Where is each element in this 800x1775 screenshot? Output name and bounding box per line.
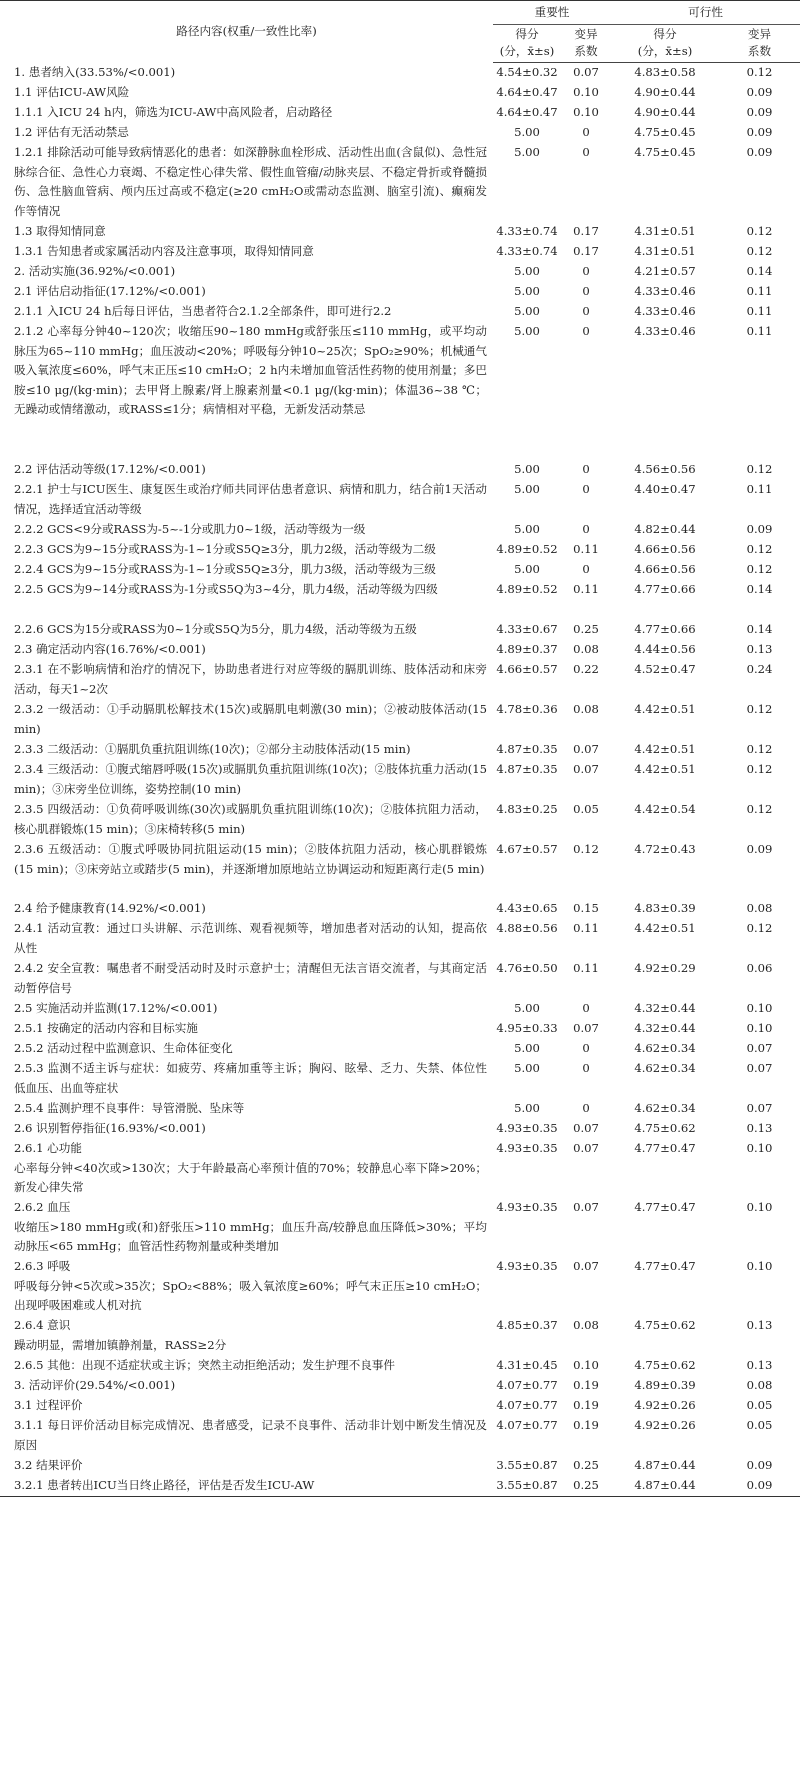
feasibility-score-header — [611, 25, 719, 63]
table-row — [0, 640, 800, 660]
importance-score-cell: 4.83±0.25 — [496, 802, 558, 816]
path-item-cell: 1.1.1 入ICU 24 h内，筛选为ICU-AW中高风险者，启动路径 — [14, 105, 333, 119]
feasibility-score-cell: 4.82±0.44 — [634, 522, 696, 536]
importance-score-cell: 4.76±0.50 — [496, 961, 558, 975]
importance-score-cell: 4.93±0.35 — [496, 1259, 558, 1273]
importance-score-cell: 4.64±0.47 — [496, 85, 558, 99]
feasibility-score-cell: 4.32±0.44 — [634, 1001, 696, 1015]
feasibility-cv-cell: 0.12 — [746, 224, 773, 238]
importance-cv-cell: 0 — [582, 462, 590, 476]
feasibility-cv-cell: 0.10 — [746, 1001, 773, 1015]
path-item-cell: 2.4.2 安全宣教：嘱患者不耐受活动时及时示意护士；清醒但无法言语交流者，与其商定活动暂停信号 — [14, 961, 487, 995]
table-row — [0, 1456, 800, 1476]
feasibility-cv-cell: 0.13 — [746, 1121, 773, 1135]
importance-cv-cell: 0.11 — [573, 921, 599, 935]
importance-score-cell: 5.00 — [514, 284, 540, 298]
path-item-cell: 3.1.1 每日评价活动目标完成情况、患者感受，记录不良事件、活动非计划中断发生情况及原因 — [14, 1418, 487, 1452]
table-row — [0, 63, 800, 84]
feasibility-score-cell: 4.90±0.44 — [634, 105, 696, 119]
feasibility-cv-cell: 0.09 — [746, 85, 773, 99]
importance-score-cell: 4.66±0.57 — [496, 662, 558, 676]
importance-cv-cell: 0.08 — [573, 642, 599, 656]
path-item-cell: 2.2 评估活动等级(17.12%/<0.001) — [14, 462, 206, 476]
feasibility-score-cell: 4.92±0.26 — [634, 1418, 696, 1432]
table-row — [0, 222, 800, 242]
path-item-cell: 2.6.1 心功能 心率每分钟<40次或>130次；大于年龄最高心率预计值的70%；较静息心率下降>20%；新发心律失常 — [14, 1141, 487, 1194]
feasibility-cv-cell: 0.07 — [746, 1061, 773, 1075]
feasibility-score-cell: 4.89±0.39 — [634, 1378, 696, 1392]
importance-cv-cell: 0.25 — [573, 622, 599, 636]
feasibility-cv-cell: 0.11 — [746, 324, 773, 338]
path-item-cell: 3. 活动评价(29.54%/<0.001) — [14, 1378, 176, 1392]
table-row — [0, 919, 800, 959]
feasibility-cv-cell: 0.10 — [746, 1259, 773, 1273]
feasibility-cv-cell: 0.10 — [746, 1141, 773, 1155]
feasibility-cv-cell: 0.08 — [746, 901, 773, 915]
feasibility-cv-cell: 0.09 — [746, 1458, 773, 1472]
table-row — [0, 302, 800, 322]
table-row — [0, 760, 800, 800]
path-item-cell: 2.3.4 三级活动：①腹式缩唇呼吸(15次)或膈肌负重抗阻训练(10次)；②肢体抗重力活动(15 min)；③床旁坐位训练，姿势控制(10 min) — [14, 762, 487, 796]
importance-cv-cell: 0.07 — [573, 1259, 599, 1273]
importance-cv-cell: 0.19 — [573, 1378, 599, 1392]
feasibility-cv-cell: 0.08 — [746, 1378, 773, 1392]
feasibility-cv-cell: 0.05 — [746, 1418, 773, 1432]
path-item-cell: 2.3.3 二级活动：①膈肌负重抗阻训练(10次)；②部分主动肢体活动(15 min) — [14, 742, 411, 756]
table-row — [0, 1396, 800, 1416]
importance-cv-cell: 0.22 — [573, 662, 599, 676]
path-item-cell: 2. 活动实施(36.92%/<0.001) — [14, 264, 176, 278]
path-item-cell: 2.2.5 GCS为9~14分或RASS为-1分或S5Q为3~4分，肌力4级，活动等级为四级 — [14, 582, 438, 596]
feasibility-score-cell: 4.72±0.43 — [634, 842, 696, 856]
importance-cv-cell: 0.12 — [573, 842, 599, 856]
path-item-cell: 2.4 给予健康教育(14.92%/<0.001) — [14, 901, 206, 915]
importance-score-cell: 4.07±0.77 — [496, 1398, 558, 1412]
feasibility-score-cell: 4.42±0.54 — [634, 802, 696, 816]
importance-score-cell: 5.00 — [514, 264, 540, 278]
importance-cv-cell: 0 — [582, 562, 590, 576]
table-row — [0, 123, 800, 143]
feasibility-score-cell: 4.90±0.44 — [634, 85, 696, 99]
feasibility-score-cell: 4.52±0.47 — [634, 662, 696, 676]
importance-score-cell: 4.07±0.77 — [496, 1418, 558, 1432]
table-row — [0, 322, 800, 460]
feasibility-score-cell: 4.77±0.66 — [634, 582, 696, 596]
feasibility-cv-cell: 0.14 — [746, 622, 773, 636]
table-row — [0, 999, 800, 1019]
table-row — [0, 700, 800, 740]
importance-cv-cell: 0 — [582, 324, 590, 338]
importance-score-cell: 4.64±0.47 — [496, 105, 558, 119]
path-item-cell: 2.3.1 在不影响病情和治疗的情况下，协助患者进行对应等级的膈肌训练、肢体活动和床旁活动，每天1~2次 — [14, 662, 487, 696]
importance-score-cell: 5.00 — [514, 482, 540, 496]
table-row — [0, 899, 800, 919]
feasibility-score-cell: 4.42±0.51 — [634, 762, 696, 776]
feasibility-cv-cell: 0.12 — [746, 742, 773, 756]
feasibility-cv-cell: 0.13 — [746, 642, 773, 656]
importance-score-cell: 4.78±0.36 — [496, 702, 558, 716]
importance-cv-cell: 0.07 — [573, 1021, 599, 1035]
table-row — [0, 1376, 800, 1396]
feasibility-cv-cell: 0.12 — [746, 921, 773, 935]
cv-label-2: 系数 — [574, 44, 598, 58]
importance-score-cell: 5.00 — [514, 1001, 540, 1015]
feasibility-score-cell: 4.42±0.51 — [634, 742, 696, 756]
table-row — [0, 959, 800, 999]
path-item-cell: 3.2 结果评价 — [14, 1458, 83, 1472]
feasibility-cv-cell: 0.09 — [719, 1476, 800, 1497]
feasibility-cv-cell: 0.10 — [746, 1200, 773, 1214]
feasibility-cv-cell: 0.07 — [746, 1101, 773, 1115]
path-item-cell: 1.3.1 告知患者或家属活动内容及注意事项，取得知情同意 — [14, 244, 314, 258]
table-row — [0, 103, 800, 123]
importance-score-cell: 4.89±0.52 — [496, 542, 558, 556]
importance-cv-cell: 0.07 — [573, 1141, 599, 1155]
table-row — [0, 1139, 800, 1198]
importance-cv-cell: 0 — [582, 304, 590, 318]
importance-cv-cell: 0.25 — [573, 1458, 599, 1472]
score-label: 得分 — [515, 27, 539, 41]
importance-header: 重要性 — [493, 1, 611, 25]
path-item-cell: 2.1.2 心率每分钟40~120次；收缩压90~180 mmHg或舒张压≤110 mmHg，或平均动脉压为65~110 mmHg；血压波动<20%；呼吸每分钟10~25次；SpO₂≥90%；机械通气吸入氧浓度≤60%，呼气末正压≤10 cmH₂O；2 h内未增加血管活性药物的使用剂量；多巴胺≤10 μg/(kg·min)；去甲肾上腺素/肾上腺素剂量<0.1 μg/(kg·min)；体温36~38 ℃；无躁动或情绪激动，或RASS≤1分；病情相对平稳，无新发活动禁忌 — [14, 324, 487, 416]
feasibility-score-cell: 4.83±0.39 — [634, 901, 696, 915]
cv-label: 变异 — [574, 27, 598, 41]
table-row — [0, 840, 800, 899]
path-item-cell: 1.1 评估ICU-AW风险 — [14, 85, 130, 99]
path-item-cell: 2.3.2 一级活动：①手动膈肌松解技术(15次)或膈肌电刺激(30 min)；②被动肢体活动(15 min) — [14, 702, 487, 736]
table-row — [0, 1198, 800, 1257]
score-unit: (分，x̄±s) — [499, 44, 555, 58]
feasibility-cv-cell: 0.07 — [746, 1041, 773, 1055]
importance-cv-cell: 0.25 — [561, 1476, 611, 1497]
importance-cv-cell: 0.11 — [573, 542, 599, 556]
table-row — [0, 1356, 800, 1376]
importance-cv-cell: 0 — [582, 264, 590, 278]
feasibility-cv-cell: 0.09 — [746, 842, 773, 856]
table-row — [0, 580, 800, 620]
feasibility-cv-cell: 0.12 — [746, 562, 773, 576]
feasibility-cv-cell: 0.09 — [746, 145, 773, 159]
feasibility-header: 可行性 — [611, 1, 800, 25]
path-item-cell: 2.2.1 护士与ICU医生、康复医生或治疗师共同评估患者意识、病情和肌力，结合前1天活动情况，选择适宜活动等级 — [14, 482, 487, 516]
path-item-cell: 2.2.4 GCS为9~15分或RASS为-1~1分或S5Q≥3分，肌力3级，活动等级为三级 — [14, 562, 436, 576]
importance-score-cell: 5.00 — [514, 1101, 540, 1115]
importance-score-cell: 5.00 — [514, 145, 540, 159]
feasibility-score-cell: 4.62±0.34 — [634, 1041, 696, 1055]
importance-cv-cell: 0.07 — [573, 1121, 599, 1135]
feasibility-cv-cell: 0.13 — [746, 1358, 773, 1372]
importance-cv-cell: 0.17 — [573, 244, 599, 258]
feasibility-score-cell: 4.32±0.44 — [634, 1021, 696, 1035]
importance-cv-cell: 0.19 — [573, 1398, 599, 1412]
table-row — [0, 242, 800, 262]
table-row — [0, 480, 800, 520]
path-item-cell: 2.6 识别暂停指征(16.93%/<0.001) — [14, 1121, 206, 1135]
table-row — [0, 83, 800, 103]
feasibility-score-cell: 4.75±0.45 — [634, 125, 696, 139]
table-body — [0, 63, 800, 1497]
feasibility-score-cell: 4.75±0.62 — [634, 1318, 696, 1332]
importance-score-header — [493, 25, 561, 63]
importance-score-cell: 4.43±0.65 — [496, 901, 558, 915]
path-item-cell: 1.3 取得知情同意 — [14, 224, 106, 238]
importance-score-cell: 4.31±0.45 — [496, 1358, 558, 1372]
path-item-cell: 2.6.2 血压 收缩压>180 mmHg或(和)舒张压>110 mmHg；血压升高/较静息血压降低>30%；平均动脉压<65 mmHg；血管活性药物剂量或种类增加 — [14, 1200, 487, 1253]
importance-score-cell: 4.67±0.57 — [496, 842, 558, 856]
table-row — [0, 460, 800, 480]
table-row — [0, 560, 800, 580]
feasibility-score-cell: 4.62±0.34 — [634, 1061, 696, 1075]
importance-score-cell: 4.54±0.32 — [496, 65, 558, 79]
importance-score-cell: 4.93±0.35 — [496, 1121, 558, 1135]
importance-score-cell: 4.87±0.35 — [496, 762, 558, 776]
feasibility-score-cell: 4.75±0.62 — [634, 1121, 696, 1135]
feasibility-cv-cell: 0.13 — [746, 1318, 773, 1332]
feasibility-score-cell: 4.92±0.26 — [634, 1398, 696, 1412]
importance-cv-cell: 0.10 — [573, 1358, 599, 1372]
feasibility-score-cell: 4.87±0.44 — [611, 1476, 719, 1497]
feasibility-cv-cell: 0.12 — [746, 65, 773, 79]
feasibility-cv-cell: 0.05 — [746, 1398, 773, 1412]
feasibility-score-cell: 4.56±0.56 — [634, 462, 696, 476]
feasibility-cv-cell: 0.24 — [746, 662, 773, 676]
feasibility-score-cell: 4.75±0.62 — [634, 1358, 696, 1372]
path-item-cell: 2.3.5 四级活动：①负荷呼吸训练(30次)或膈肌负重抗阻训练(10次)；②肢体抗阻力活动，核心肌群锻炼(15 min)；③床椅转移(5 min) — [14, 802, 487, 836]
path-item-cell: 2.5 实施活动并监测(17.12%/<0.001) — [14, 1001, 218, 1015]
path-item-cell: 2.1 评估启动指征(17.12%/<0.001) — [14, 284, 206, 298]
feasibility-score-cell: 4.33±0.46 — [634, 324, 696, 338]
table-row — [0, 1316, 800, 1356]
path-item-cell: 1. 患者纳入(33.53%/<0.001) — [14, 64, 176, 79]
feasibility-score-cell: 4.31±0.51 — [634, 224, 696, 238]
feasibility-score-cell: 4.31±0.51 — [634, 244, 696, 258]
feasibility-cv-cell: 0.14 — [746, 264, 773, 278]
importance-cv-cell: 0.07 — [573, 1200, 599, 1214]
feasibility-score-cell: 4.21±0.57 — [634, 264, 696, 278]
table-row — [0, 1476, 800, 1497]
feasibility-cv-cell: 0.12 — [746, 542, 773, 556]
path-item-cell: 2.6.5 其他：出现不适症状或主诉；突然主动拒绝活动；发生护理不良事件 — [14, 1358, 395, 1372]
importance-score-cell: 4.93±0.35 — [496, 1141, 558, 1155]
importance-score-cell: 5.00 — [514, 562, 540, 576]
importance-cv-cell: 0 — [582, 1001, 590, 1015]
importance-score-cell: 3.55±0.87 — [493, 1476, 561, 1497]
importance-cv-cell: 0.05 — [573, 802, 599, 816]
feasibility-cv-cell: 0.14 — [746, 582, 773, 596]
feasibility-score-cell: 4.42±0.51 — [634, 921, 696, 935]
table-row — [0, 1119, 800, 1139]
table-row — [0, 620, 800, 640]
feasibility-score-cell: 4.77±0.47 — [634, 1200, 696, 1214]
path-item-cell: 1.2.1 排除活动可能导致病情恶化的患者：如深静脉血栓形成、活动性出血(含鼠似)、急性冠脉综合征、急性心力衰竭、不稳定性心律失常、假性血管瘤/动脉夹层、不稳定骨折或脊髓损伤、急性脑血管病、颅内压过高或不稳定(≥20 cmH₂O或需动态监测、脑室引流)、癫痫发作等情况 — [14, 145, 487, 218]
path-item-cell: 2.5.4 监测护理不良事件：导管滑脱、坠床等 — [14, 1101, 245, 1115]
importance-score-cell: 4.87±0.35 — [496, 742, 558, 756]
path-item-cell: 2.5.3 监测不适主诉与症状：如疲劳、疼痛加重等主诉；胸闷、眩晕、乏力、失禁、体位性低血压、出血等症状 — [14, 1061, 487, 1095]
feasibility-cv-cell: 0.11 — [746, 284, 773, 298]
importance-score-cell: 5.00 — [514, 125, 540, 139]
table-row — [0, 1099, 800, 1119]
table-row — [0, 1257, 800, 1316]
importance-cv-cell: 0.08 — [573, 1318, 599, 1332]
feasibility-cv-cell: 0.09 — [746, 125, 773, 139]
path-item-cell: 2.6.4 意识 躁动明显，需增加镇静剂量，RASS≥2分 — [14, 1318, 227, 1352]
feasibility-score-cell: 4.77±0.47 — [634, 1141, 696, 1155]
feasibility-score-cell: 4.75±0.45 — [634, 145, 696, 159]
path-item-cell: 2.4.1 活动宣教：通过口头讲解、示范训练、观看视频等，增加患者对活动的认知，提高依从性 — [14, 921, 487, 955]
feasibility-score-cell: 4.40±0.47 — [634, 482, 696, 496]
importance-score-cell: 4.89±0.37 — [496, 642, 558, 656]
importance-cv-cell: 0 — [582, 522, 590, 536]
path-item-cell: 2.6.3 呼吸 呼吸每分钟<5次或>35次；SpO₂<88%；吸入氧浓度≥60%；呼气末正压≥10 cmH₂O；出现呼吸困难或人机对抗 — [14, 1259, 487, 1312]
feasibility-score-cell: 4.42±0.51 — [634, 702, 696, 716]
path-item-cell: 3.1 过程评价 — [14, 1398, 83, 1412]
table-row — [0, 660, 800, 700]
feasibility-score-cell: 4.66±0.56 — [634, 542, 696, 556]
path-content-header: 路径内容(权重/一致性比率) — [0, 1, 493, 63]
feasibility-score-cell: 4.83±0.58 — [634, 65, 696, 79]
importance-score-cell: 4.33±0.67 — [496, 622, 558, 636]
importance-cv-cell: 0.10 — [573, 105, 599, 119]
feasibility-score-cell: 4.77±0.66 — [634, 622, 696, 636]
importance-score-cell: 4.33±0.74 — [496, 224, 558, 238]
feasibility-cv-cell: 0.11 — [746, 304, 773, 318]
table-row — [0, 1039, 800, 1059]
table-row — [0, 1059, 800, 1099]
importance-cv-cell: 0 — [582, 1061, 590, 1075]
feasibility-cv-cell: 0.11 — [746, 482, 773, 496]
feasibility-cv-cell: 0.06 — [746, 961, 773, 975]
path-item-cell: 3.2.1 患者转出ICU当日终止路径，评估是否发生ICU-AW — [0, 1476, 493, 1497]
feasibility-score-cell: 4.62±0.34 — [634, 1101, 696, 1115]
table-row — [0, 800, 800, 840]
importance-score-cell: 5.00 — [514, 522, 540, 536]
feasibility-cv-cell: 0.12 — [746, 462, 773, 476]
importance-score-cell: 4.85±0.37 — [496, 1318, 558, 1332]
importance-cv-cell: 0.07 — [573, 65, 599, 79]
path-item-cell: 2.5.1 按确定的活动内容和目标实施 — [14, 1021, 198, 1035]
feasibility-score-cell: 4.87±0.44 — [634, 1458, 696, 1472]
score-label: 得分 — [653, 27, 677, 41]
importance-cv-cell: 0 — [582, 1041, 590, 1055]
importance-cv-cell: 0.11 — [573, 582, 599, 596]
importance-cv-cell: 0 — [582, 284, 590, 298]
importance-cv-cell: 0.11 — [573, 961, 599, 975]
feasibility-score-cell: 4.33±0.46 — [634, 284, 696, 298]
importance-cv-cell: 0.17 — [573, 224, 599, 238]
importance-cv-cell: 0.10 — [573, 85, 599, 99]
feasibility-score-cell: 4.33±0.46 — [634, 304, 696, 318]
feasibility-cv-cell: 0.09 — [746, 522, 773, 536]
path-item-cell: 1.2 评估有无活动禁忌 — [14, 125, 129, 139]
feasibility-score-cell: 4.77±0.47 — [634, 1259, 696, 1273]
importance-score-cell: 4.88±0.56 — [496, 921, 558, 935]
table-row — [0, 143, 800, 222]
importance-score-cell: 5.00 — [514, 304, 540, 318]
importance-cv-cell: 0 — [582, 1101, 590, 1115]
feasibility-cv-cell: 0.12 — [746, 702, 773, 716]
feasibility-cv-cell: 0.09 — [746, 105, 773, 119]
table-row — [0, 740, 800, 760]
feasibility-cv-cell: 0.10 — [746, 1021, 773, 1035]
feasibility-score-cell: 4.66±0.56 — [634, 562, 696, 576]
table-row — [0, 1019, 800, 1039]
importance-cv-cell: 0 — [582, 482, 590, 496]
feasibility-score-cell: 4.92±0.29 — [634, 961, 696, 975]
importance-cv-cell: 0.19 — [573, 1418, 599, 1432]
score-unit: (分，x̄±s) — [637, 44, 693, 58]
path-item-cell: 2.1.1 入ICU 24 h后每日评估，当患者符合2.1.2全部条件，即可进行2.2 — [14, 304, 392, 318]
table-row — [0, 520, 800, 540]
cv-label-2: 系数 — [747, 44, 772, 58]
table-header — [0, 1, 800, 63]
path-item-cell: 2.3.6 五级活动：①腹式呼吸协同抗阻运动(15 min)；②肢体抗阻力活动，核心肌群锻炼(15 min)；③床旁站立或踏步(5 min)，并逐渐增加原地站立协调运动和短距离行走(5 min) — [14, 842, 487, 876]
feasibility-cv-header — [719, 25, 800, 63]
table-row — [0, 540, 800, 560]
path-item-cell: 2.2.3 GCS为9~15分或RASS为-1~1分或S5Q≥3分，肌力2级，活动等级为二级 — [14, 542, 436, 556]
path-item-cell: 2.2.6 GCS为15分或RASS为0~1分或S5Q为5分，肌力4级，活动等级为五级 — [14, 622, 417, 636]
cv-label: 变异 — [747, 27, 772, 41]
feasibility-cv-cell: 0.12 — [746, 802, 773, 816]
importance-cv-header — [561, 25, 611, 63]
importance-score-cell: 5.00 — [514, 1061, 540, 1075]
feasibility-score-cell: 4.44±0.56 — [634, 642, 696, 656]
importance-score-cell: 4.93±0.35 — [496, 1200, 558, 1214]
importance-cv-cell: 0.07 — [573, 762, 599, 776]
feasibility-cv-cell: 0.12 — [746, 244, 773, 258]
importance-cv-cell: 0.15 — [573, 901, 599, 915]
feasibility-cv-cell: 0.12 — [746, 762, 773, 776]
importance-score-cell: 3.55±0.87 — [496, 1458, 558, 1472]
path-item-cell: 2.3 确定活动内容(16.76%/<0.001) — [14, 642, 206, 656]
importance-cv-cell: 0 — [582, 145, 590, 159]
path-item-cell: 2.5.2 活动过程中监测意识、生命体征变化 — [14, 1041, 233, 1055]
table-row — [0, 1416, 800, 1456]
importance-score-cell: 4.95±0.33 — [496, 1021, 558, 1035]
table-row — [0, 282, 800, 302]
importance-score-cell: 5.00 — [514, 324, 540, 338]
importance-cv-cell: 0.07 — [573, 742, 599, 756]
importance-score-cell: 4.33±0.74 — [496, 244, 558, 258]
importance-score-cell: 5.00 — [514, 1041, 540, 1055]
importance-cv-cell: 0.08 — [573, 702, 599, 716]
importance-score-cell: 4.07±0.77 — [496, 1378, 558, 1392]
table-row — [0, 262, 800, 282]
importance-score-cell: 5.00 — [514, 462, 540, 476]
path-item-cell: 2.2.2 GCS<9分或RASS为-5~-1分或肌力0~1级，活动等级为一级 — [14, 522, 366, 536]
importance-cv-cell: 0 — [582, 125, 590, 139]
importance-score-cell: 4.89±0.52 — [496, 582, 558, 596]
